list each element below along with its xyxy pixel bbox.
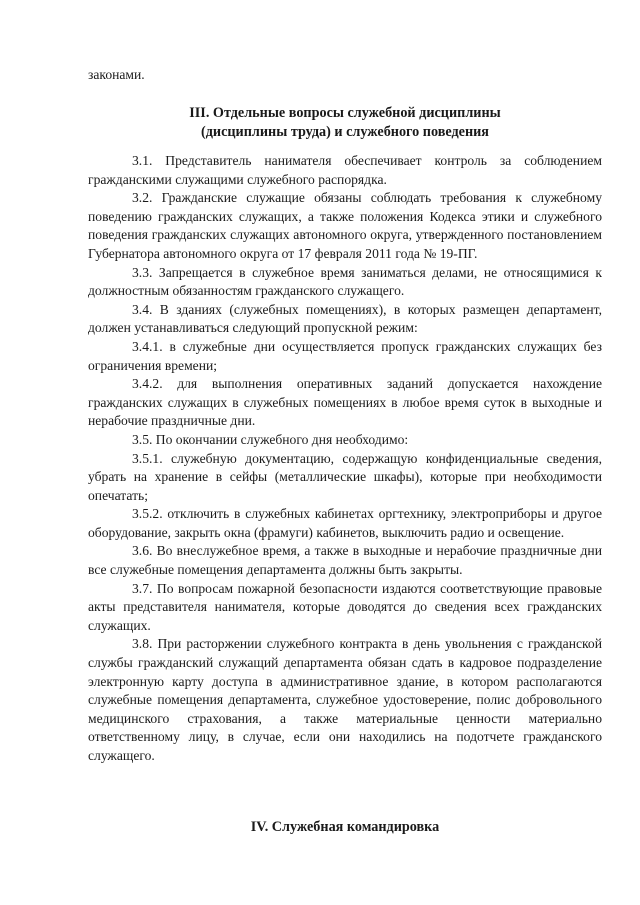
paragraph-3-4-2: 3.4.2. для выполнения оперативных заданий допускается нахождение гражданских служащих в служебных помещениях в любое время суток в выходные и нерабочие праздничные дни.: [88, 376, 602, 429]
paragraph-3-5-1: 3.5.1. служебную документацию, содержащую конфиденциальные сведения, убрать на хранение в сейфы (металлические шкафы), которые при необходимости опечатать;: [88, 450, 602, 503]
paragraph-3-8: 3.8. При расторжении служебного контракта в день увольнения с гражданской службы гражданский служащий департамента обязан сдать в кадровое подразделение электронную карту доступа в административное здание, в котором располагаются служебные помещения департамента, служебное удостоверение, полис добровольного медицинского страхования, а также материальные ценности материально ответственному лицу, в случае, если они находились на подотчете гражданского служащего.: [88, 636, 602, 763]
paragraph-3-6: 3.6. Во внеслужебное время, а также в выходные и нерабочие праздничные дни все служебные помещения департамента должны быть закрыты.: [88, 543, 602, 578]
section-4-heading: IV. Служебная командировка: [250, 819, 440, 835]
section-3-heading: [88, 104, 602, 142]
paragraph-3-4-1: 3.4.1. в служебные дни осуществляется пропуск гражданских служащих без ограничения времени;: [88, 338, 602, 373]
paragraph-3-5: 3.5. По окончании служебного дня необходимо:: [132, 431, 409, 447]
paragraph-3-5-2: 3.5.2. отключить в служебных кабинетах оргтехнику, электроприборы и другое оборудование, закрыть окна (фрамуги) кабинетов, выключить радио и освещение.: [88, 506, 602, 540]
paragraph-3-2: 3.2. Гражданские служащие обязаны соблюдать требования к служебному поведению гражданских служащих, а также положения Кодекса этики и служебного поведения гражданских служащих автономного округа, утвержденного постановлением Губернатора автономного округа от 17 февраля 2011 года № 19-ПГ.: [88, 190, 602, 261]
paragraph-3-3: 3.3. Запрещается в служебное время заниматься делами, не относящимися к должностным обязанностям гражданского служащего.: [88, 264, 602, 299]
paragraph-3-1: 3.1. Представитель нанимателя обеспечивает контроль за соблюдением гражданскими служащими служебного распорядка.: [88, 153, 602, 187]
paragraph-3-7: 3.7. По вопросам пожарной безопасности издаются соответствующие правовые акты представителя нанимателя, которые доводятся до сведения всех гражданских служащих.: [88, 580, 602, 633]
section-3-title-line-2: (дисциплины труда) и служебного поведения: [201, 124, 489, 140]
section-3-body: [88, 152, 602, 766]
section-3-title-line-1: III. Отдельные вопросы служебной дисциплины: [189, 105, 501, 121]
paragraph-3-4: 3.4. В зданиях (служебных помещениях), в которых размещен департамент, должен устанавливаться следующий пропускной режим:: [88, 301, 602, 336]
lead-text: законами.: [88, 67, 145, 82]
